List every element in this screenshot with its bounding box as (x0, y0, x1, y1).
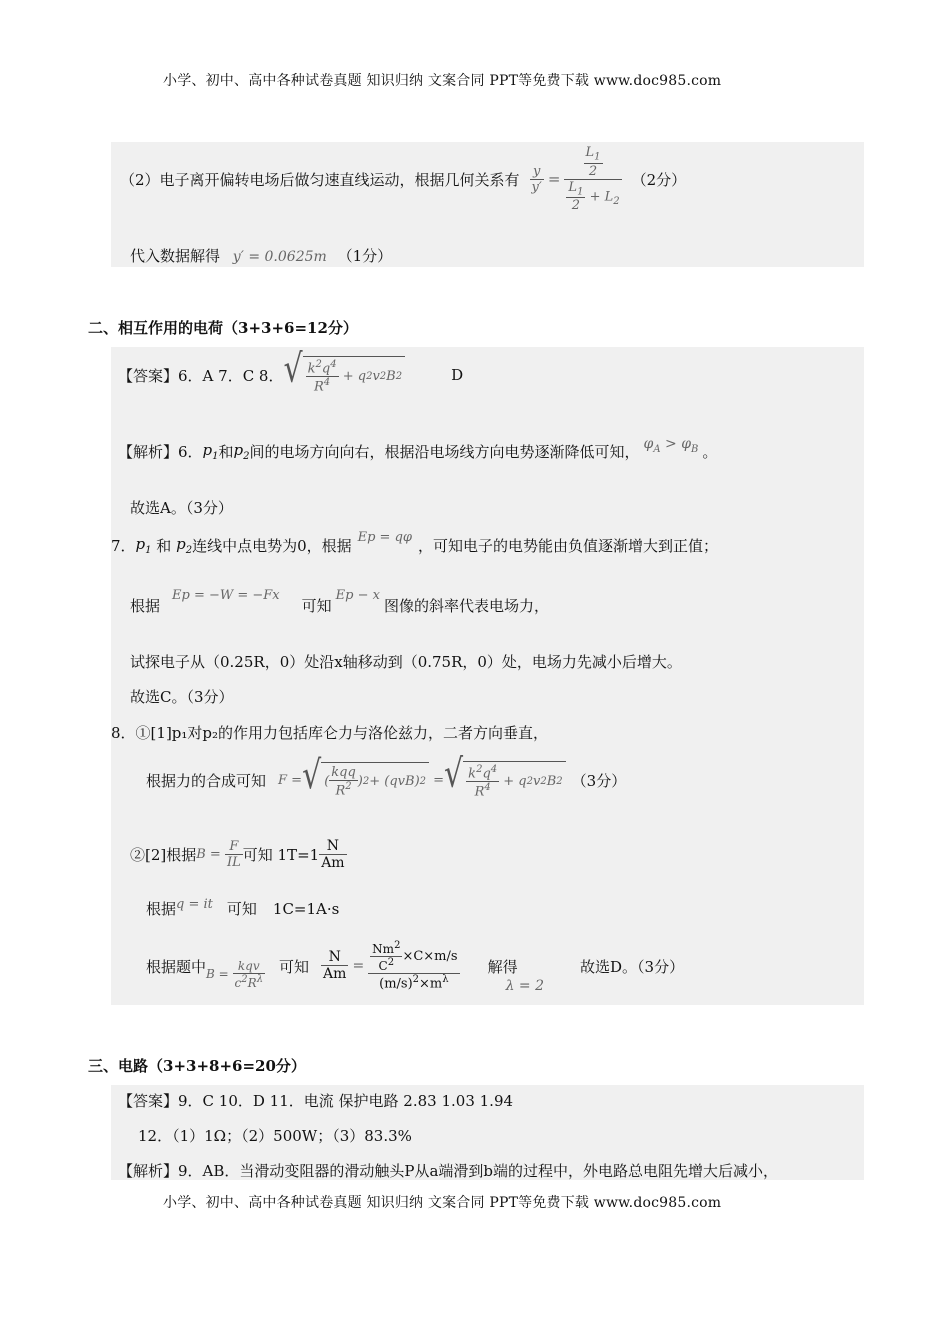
analysis-8-choice: 故选D。（3分） (580, 957, 685, 976)
analysis-8-line-1: 8．①[1]p₁对p₂的作用力包括库仑力与洛伦兹力，二者方向垂直， (111, 724, 549, 742)
force-formula: F = √ ( $\frac{\text{kqq}}{R^2}$ ) 2 + (qvB) 2 = √ $\frac{k^2q^4}{R^4}$ + q 2 v 2 B 2 (278, 761, 566, 800)
b-kqv-formula: B = $\frac{\text{kqv}}{c^2R^\lambda}$ (206, 958, 264, 990)
analysis-6-and: 和 (218, 443, 234, 461)
analysis-7-text-2: ，可知电子的电势能由负值逐渐增大到正值； (418, 537, 719, 555)
slope-text-b: 可知 (301, 597, 332, 615)
y-prime-result: y′ = 0.0625m (232, 249, 327, 265)
analysis-7-line: 7． $p_1$ 和 $p_2$ 连线中点电势为0，根据 Ep = qφ ，可知电子的电势能由负值逐渐增大到正值； (111, 530, 719, 556)
answer-8-choice: D (451, 366, 464, 384)
tesla-unit: $\frac{N}{Am}$ (321, 838, 345, 871)
analysis-6-line: 【解析】6． $p_1$ 和 $p_2$ 间的电场方向向右，根据沿电场线方向电势逐渐降低可知， $\varphi_A > \varphi_B$ 。 (118, 436, 718, 462)
sec2-answer-text: 【答案】6．A 7．C 8． (118, 366, 284, 385)
coulomb-result: 1C=1A·s (272, 899, 340, 918)
sec2-answer-line (118, 345, 464, 400)
analysis-7-label: 7． (111, 537, 136, 555)
analysis-8-coulomb-line (146, 898, 339, 919)
b-formula: B = $\frac{F}{IL}$ (196, 839, 241, 870)
slope-text-c: 图像的斜率代表电场力， (383, 597, 549, 615)
ep-x-formula: Ep − x (335, 588, 380, 603)
analysis-7-move-line: 试探电子从（0.25R，0）处沿x轴移动到（0.75R，0）处，电场力先减小后增大。 (130, 653, 682, 671)
analysis-7-choice: 故选C。（3分） (130, 688, 234, 706)
lambda-text: 根据题中 (146, 957, 207, 976)
work-formula: Ep = −W = −Fx (172, 588, 280, 603)
substitution-text: 代入数据解得 (130, 247, 221, 265)
geometry-relation-line (120, 145, 686, 213)
force-synthesis-text: 根据力的合成可知 (146, 771, 267, 790)
analysis-7-text: 连线中点电势为0，根据 (192, 537, 352, 555)
score-2: （2分） (631, 170, 687, 189)
analysis-6-text: 间的电场方向向右，根据沿电场线方向电势逐渐降低可知， (249, 443, 640, 461)
analysis-8-tesla-line (130, 838, 347, 871)
slope-text-a: 根据 (130, 597, 161, 615)
page-header: 小学、初中、高中各种试卷真题 知识归纳 文案合同 PPT等免费下载 www.doc985.com (163, 73, 722, 89)
sec3-answer-line-1: 【答案】9．C 10．D 11．电流 保护电路 2.83 1.03 1.94 (118, 1092, 514, 1110)
analysis-6-end: 。 (702, 443, 718, 461)
sec3-answer-line-2: 12．（1）1Ω；（2）500W；（3）83.3% (138, 1127, 412, 1145)
unit-equation: $\frac{N}{Am}$ = $\frac{Nm^2}{C^2}$ ×C×m/s $(m/s)^2\times m^\lambda$ (323, 940, 458, 992)
score-3-force: （3分） (571, 771, 627, 790)
q-formula: q = it (176, 897, 213, 912)
tesla-mid: 可知 1T=1 (242, 846, 320, 864)
potential-compare-formula: $\varphi_A > \varphi_B$ (643, 436, 699, 455)
analysis-7-slope-line (130, 588, 549, 616)
analysis-8-lambda-line (146, 932, 684, 1000)
section-3-title: 三、电路（3+3+8+6=20分） (88, 1057, 306, 1075)
potential-energy-formula: Ep = qφ (357, 530, 413, 545)
coulomb-text: 根据 (146, 900, 177, 918)
sec3-analysis-line: 【解析】9．AB．当滑动变阻器的滑动触头P从a端滑到b端的过程中，外电路总电阻先增大后减小， (118, 1162, 779, 1180)
substitution-line (130, 245, 392, 266)
lambda-mid: 可知 (279, 957, 310, 976)
analysis-8-force-line (146, 752, 626, 808)
analysis-6-choice: 故选A。（3分） (130, 499, 233, 517)
lambda-result: λ = 2 (505, 978, 544, 994)
page-footer: 小学、初中、高中各种试卷真题 知识归纳 文案合同 PPT等免费下载 www.doc985.com (163, 1195, 722, 1211)
score-1: （1分） (337, 247, 393, 265)
tesla-text: ②[2]根据 (130, 846, 197, 864)
geometry-relation-text: （2）电子离开偏转电场后做匀速直线运动，根据几何关系有 (120, 170, 520, 189)
coulomb-mid: 可知 (226, 900, 257, 918)
analysis-6-label: 【解析】6． (118, 443, 203, 461)
answer-8-formula: √ $\frac{k^2q^4}{R^4}$ + q 2 v 2 B 2 (283, 356, 405, 395)
geometry-formula: $\frac{y}{y'}$ = $\frac{L_1}{2}$ $\frac{L_1}{2}$ + $L_2$ (531, 145, 620, 214)
solve-label: 解得 (487, 957, 518, 976)
section-2-title: 二、相互作用的电荷（3+3+6=12分） (88, 319, 358, 337)
